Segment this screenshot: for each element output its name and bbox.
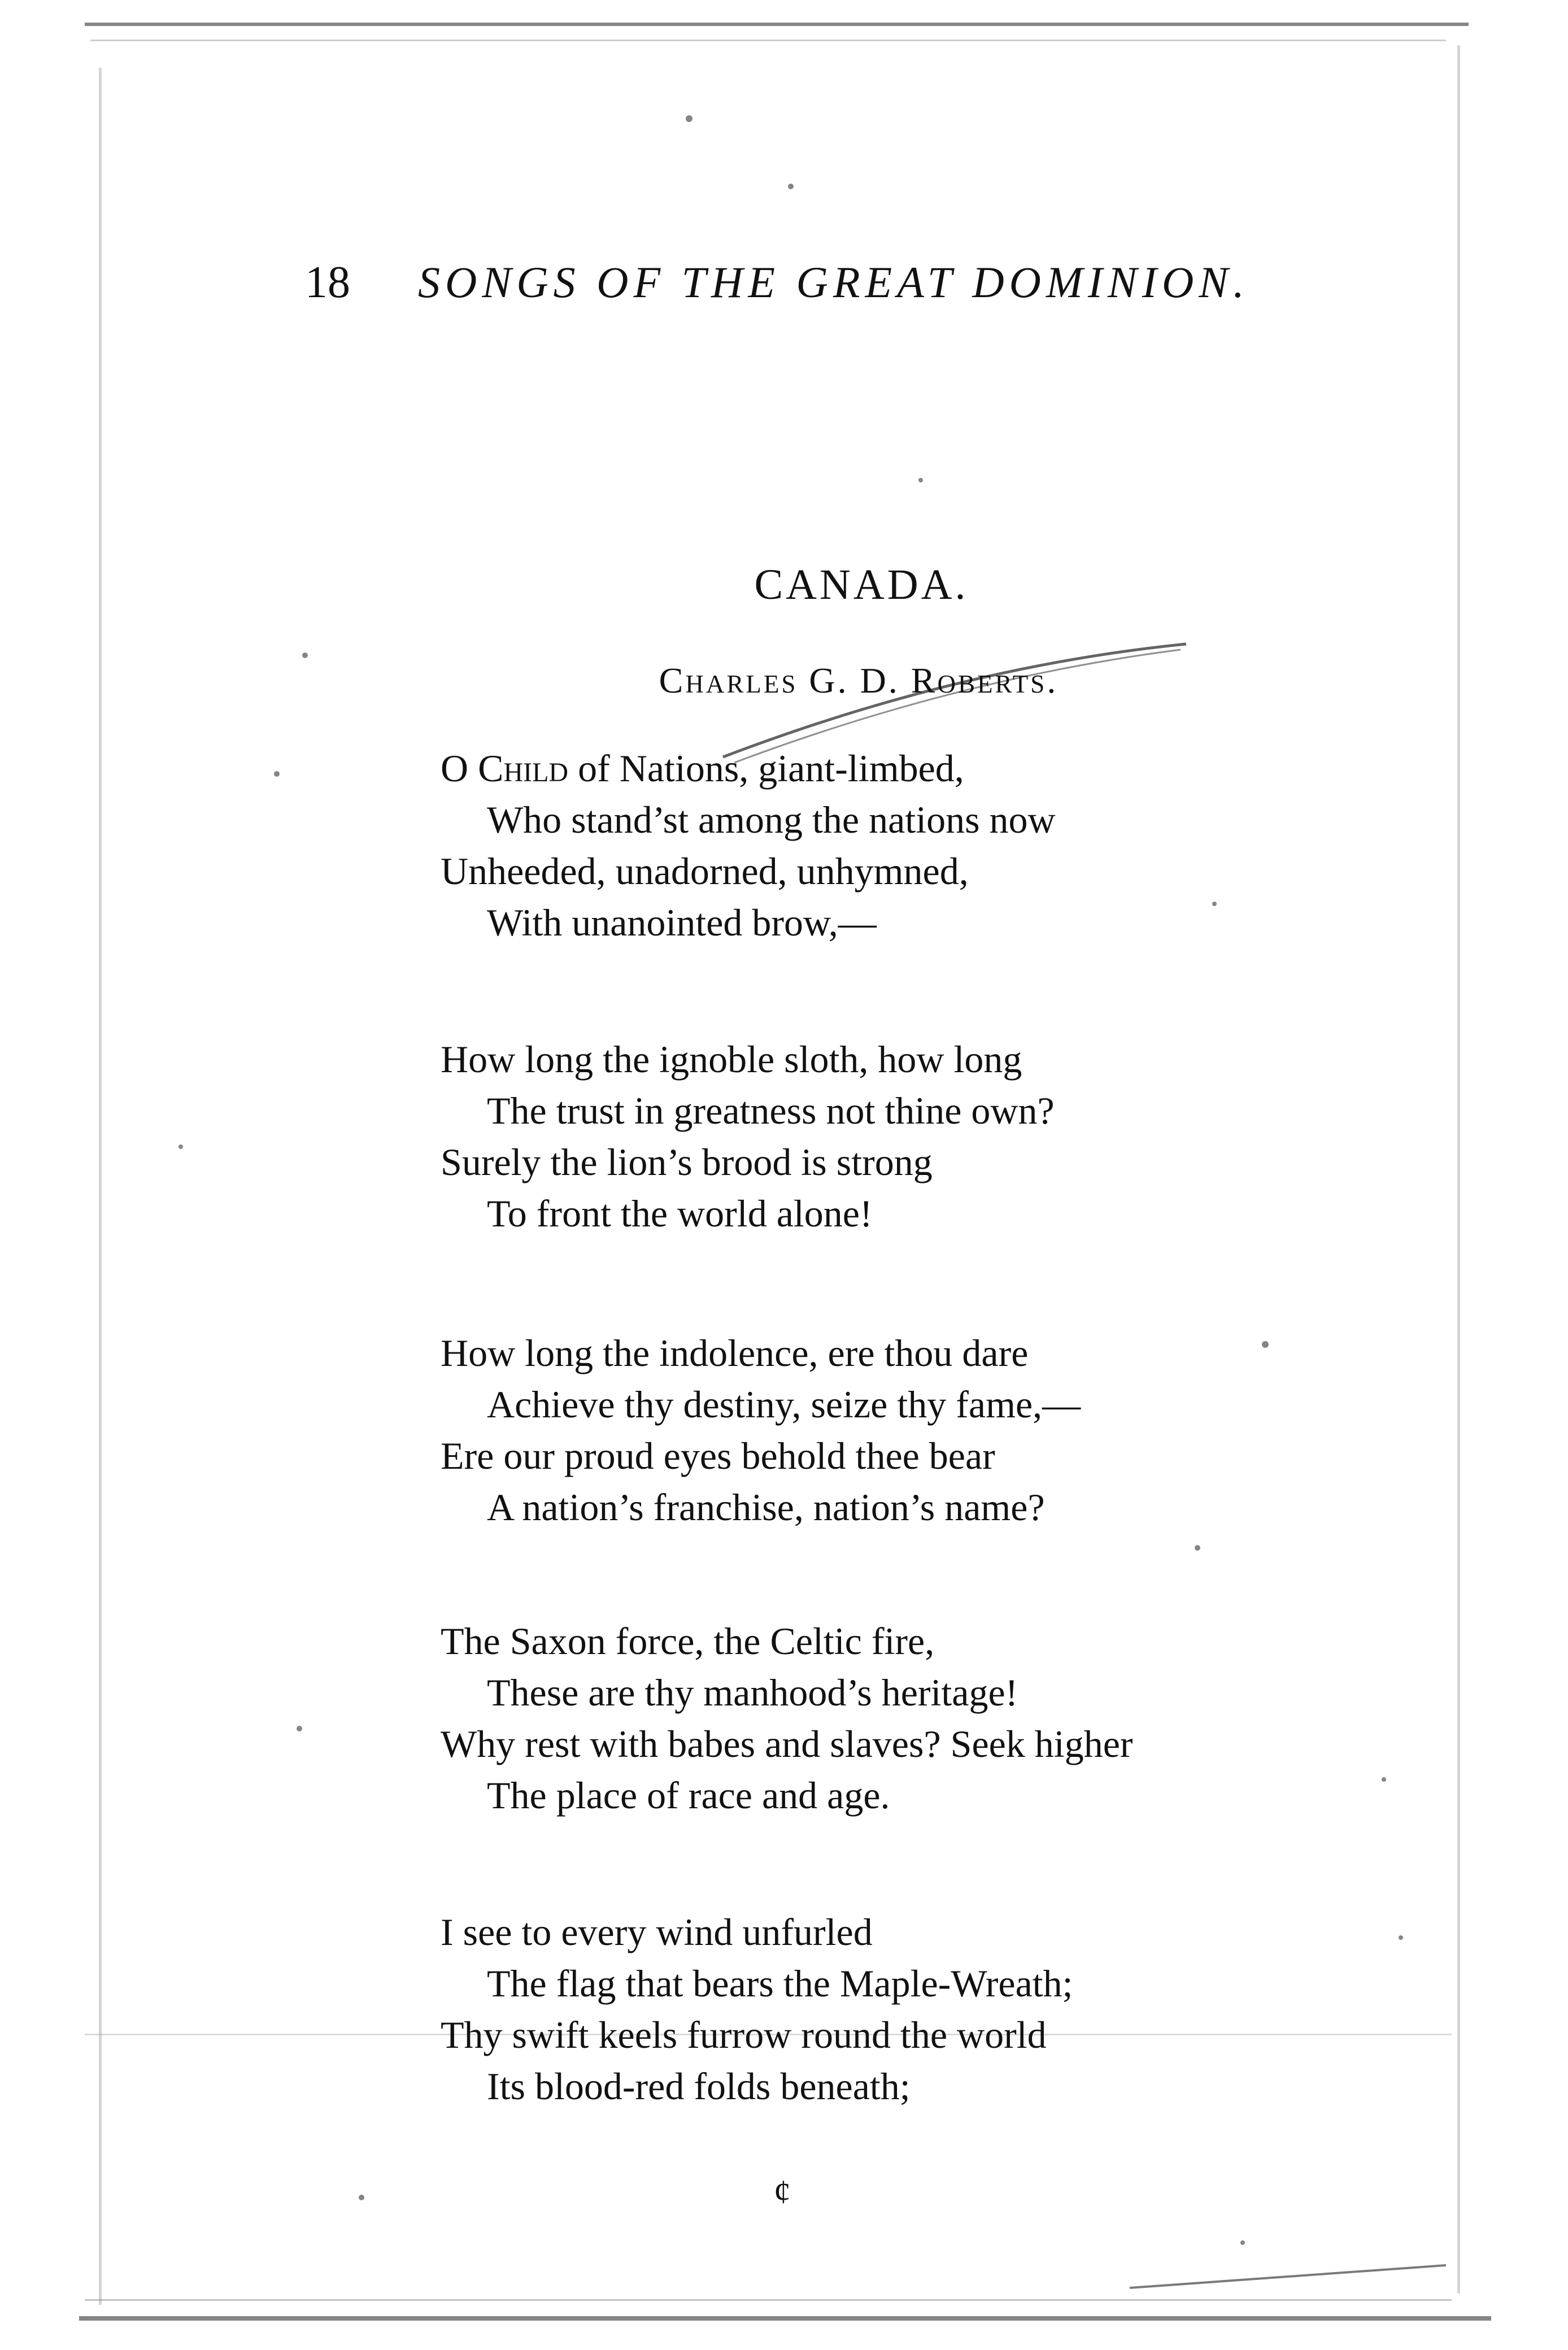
stanza-5 <box>441 1907 1401 2112</box>
poem-line: Surely the lion’s brood is strong <box>441 1141 933 1183</box>
poem-line: The place of race and age. <box>487 1774 890 1817</box>
stanza-4 <box>441 1616 1401 1821</box>
poem-line: Achieve thy destiny, seize thy fame,— <box>487 1383 1081 1426</box>
poem-line: How long the indolence, ere thou dare <box>441 1331 1029 1374</box>
poem-line: These are thy manhood’s heritage! <box>487 1671 1018 1714</box>
poem-line: Who stand’st among the nations now <box>487 798 1056 841</box>
poem-line: A nation’s franchise, nation’s name? <box>487 1486 1045 1529</box>
poem-title: CANADA. <box>754 561 969 608</box>
stanza-2 <box>441 1034 1401 1239</box>
poem-line: Unheeded, unadorned, unhymned, <box>441 850 969 893</box>
poem-line: Ere our proud eyes behold thee bear <box>441 1434 995 1477</box>
poem-line: The flag that bears the Maple-Wreath; <box>487 1962 1073 2005</box>
opening-line-rest: of Nations, giant-limbed, <box>568 747 964 790</box>
poem-line: How long the ignoble sloth, how long <box>441 1038 1022 1081</box>
poem-line: Thy swift keels furrow round the world <box>441 2013 1047 2056</box>
poem-line: The trust in greatness not thine own? <box>487 1089 1055 1132</box>
running-head <box>305 249 1378 316</box>
stanza-1 <box>441 743 1401 948</box>
poem-line: Why rest with babes and slaves? Seek higher <box>441 1722 1133 1765</box>
poem-line: Its blood-red folds beneath; <box>487 2065 911 2108</box>
poem-line: To front the world alone! <box>487 1192 873 1235</box>
poem-line <box>441 743 1401 794</box>
poem-line: I see to every wind unfurled <box>441 1911 873 1953</box>
stanza-3 <box>441 1328 1401 1533</box>
poem-line: The Saxon force, the Celtic fire, <box>441 1620 935 1663</box>
book-title: SONGS OF THE GREAT DOMINION. <box>418 258 1249 307</box>
signature-mark: ¢ <box>774 2173 791 2210</box>
opening-words: O Child <box>441 747 569 790</box>
page-number: 18 <box>305 258 350 307</box>
poem-author: Charles G. D. Roberts. <box>659 660 1059 700</box>
poem-line: With unanointed brow,— <box>487 901 877 944</box>
